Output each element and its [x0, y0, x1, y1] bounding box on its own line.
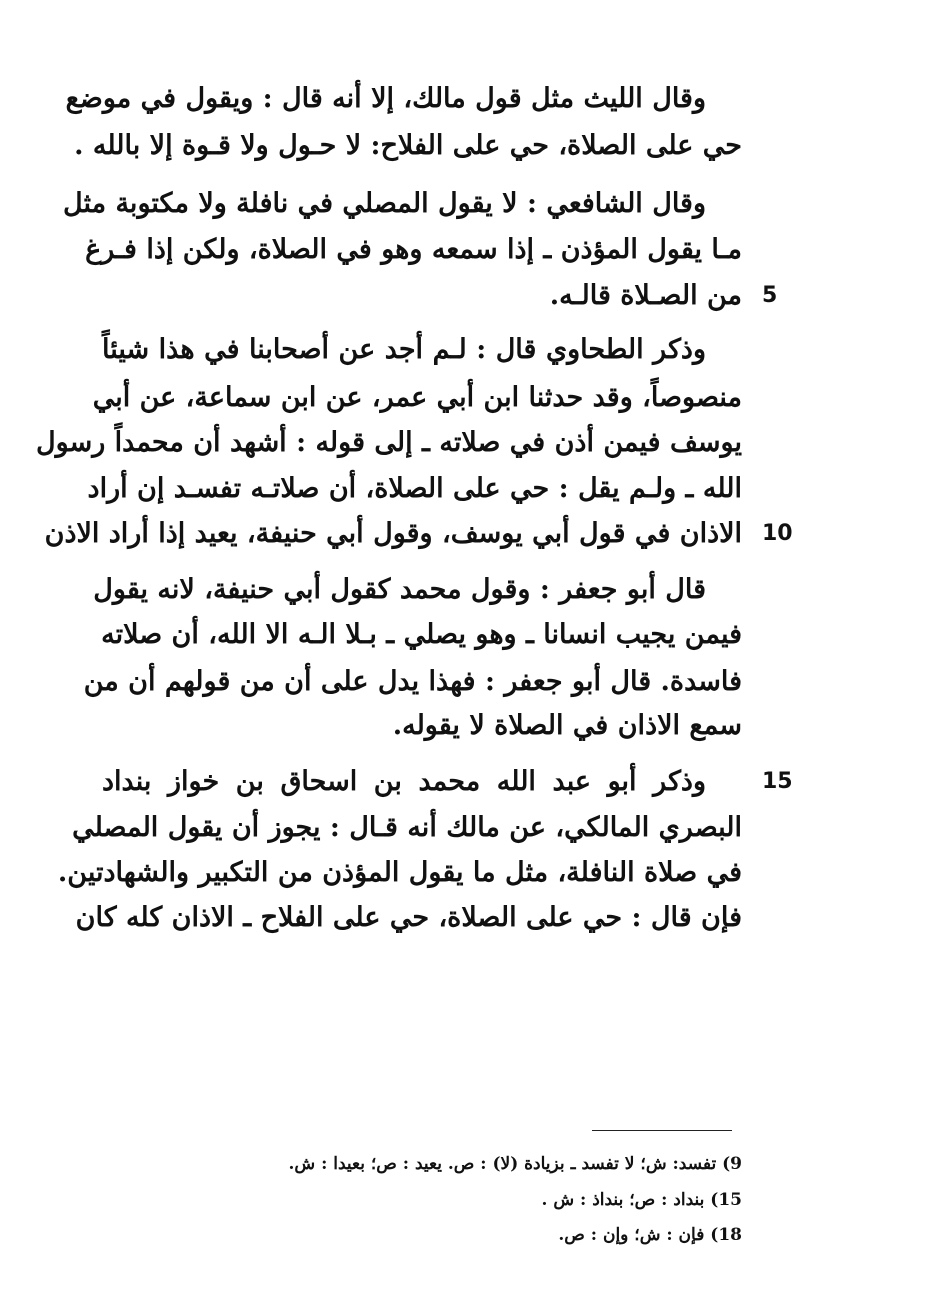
text-line: الله ـ ولـم يقل : حي على الصلاة، أن صلاتـه تفسـد إن أراد [87, 473, 742, 504]
line-number: 15 [762, 769, 793, 794]
text-line: وذكر الطحاوي قال : لـم أجد عن أصحابنا في هذا شيئاً [102, 334, 706, 365]
text-line: في صلاة النافلة، مثل ما يقول المؤذن من التكبير والشهادتين. [57, 857, 742, 888]
text-line: فإن قال : حي على الصلاة، حي على الفلاح ـ الاذان كله كان [75, 902, 742, 933]
text-line: يوسف فيمن أذن في صلاته ـ إلى قوله : أشهد أن محمداً رسول [36, 427, 742, 458]
footnote: 9) تفسد: ش؛ لا تفسد ـ بزيادة (لا) : ص. يعيد : ص؛ بعيدا : ش. [288, 1154, 742, 1174]
line-number: 5 [762, 283, 778, 308]
footnote: 15) بنداد : ص؛ بنداذ : ش . [541, 1190, 742, 1210]
text-line: فيمن يجيب انسانا ـ وهو يصلي ـ بـلا الـه الا الله، أن صلاته [101, 619, 742, 650]
footnote: 18) فإن : ش؛ وإن : ص. [558, 1225, 742, 1245]
text-line: وقال الشافعي : لا يقول المصلي في نافلة ولا مكتوبة مثل [63, 188, 706, 219]
text-line: سمع الاذان في الصلاة لا يقوله. [392, 710, 742, 741]
footnote-rule [592, 1130, 732, 1131]
line-number: 10 [762, 521, 793, 546]
text-line: مـا يقول المؤذن ـ إذا سمعه وهو في الصلاة، ولكن إذا فـرغ [85, 234, 742, 265]
text-line: من الصـلاة قالـه. [549, 280, 742, 311]
text-line: وذكر أبو عبد الله محمد بن اسحاق بن خواز بنداد [102, 766, 706, 797]
text-line: البصري المالكي، عن مالك أنه قـال : يجوز أن يقول المصلي [72, 812, 742, 843]
text-line: الاذان في قول أبي يوسف، وقول أبي حنيفة، يعيد إذا أراد الاذن [44, 518, 742, 549]
text-line: فاسدة. قال أبو جعفر : فهذا يدل على أن من قولهم أن من [83, 666, 742, 697]
text-line: منصوصاً، وقد حدثنا ابن أبي عمر، عن ابن سماعة، عن أبي [92, 382, 742, 413]
text-line: حي على الصلاة، حي على الفلاح: لا حـول ولا قـوة إلا بالله . [74, 130, 742, 161]
text-line: قال أبو جعفر : وقول محمد كقول أبي حنيفة، لانه يقول [93, 574, 706, 605]
text-line: وقال الليث مثل قول مالك، إلا أنه قال : ويقول في موضع [65, 83, 706, 114]
